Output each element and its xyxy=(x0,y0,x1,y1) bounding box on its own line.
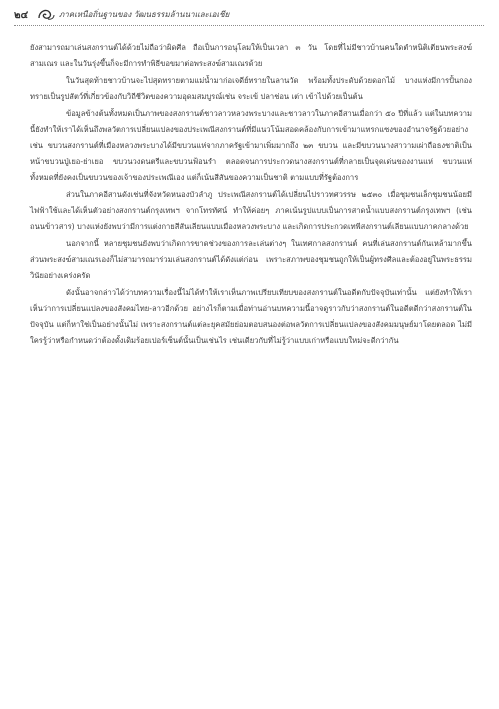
page-header xyxy=(14,4,484,26)
body-text xyxy=(30,40,472,350)
paragraph: ดังนั้นอาจกล่าวได้ว่าบทความเรื่องนี้ไม่ได้ทำให้เราเห็นภาพเปรียบเทียบของสงกรานต์ในอดีตกับปัจจุบันเท่านั้น แต่ยังทำให้เราเห็นว่าการเปลี่ยนแปลงของสังคมไทย-ลาวอีกด้วย อย่างไรก็ตามเมื่อท่านอ่านบทความนี้อาจดูราวกับว่าสงกรานต์ในอดีตดีกว่าสงกรานต์ในปัจจุบัน แต่ก็หาใช่เป็นอย่างนั้นไม่ เพราะสงกรานต์แต่ละยุคสมัยย่อมตอบสนองต่อพลวัตการเปลี่ยนแปลงของสังคมมนุษย์มาโดยตลอด ไม่มีใครรู้ว่าหรือกำหนดว่าต้องดั้งเดิมร้อยเปอร์เซ็นต์นั้นเป็นเช่นไร เช่นเดียวกับที่ไม่รู้ว่าแบบเก่าหรือแบบใหม่จะดีกว่ากัน xyxy=(30,288,472,345)
page-number: ๒๔ xyxy=(14,10,29,21)
paragraph: นอกจากนี้ หลายชุมชนยังพบว่าเกิดการขาดช่วงของการละเล่นต่างๆ ในเทศกาลสงกรานต์ คนที่เล่นสงกรานต์กันเหล้ามากขึ้น ส่วนพระสงฆ์สามเณรเองก็ไม่สามารถมาร่วมเล่นสงกรานต์ได้ดังแต่ก่อน เพราะสภาพของชุมชนถูกให้เป็นผู้ทรงศีลและต้องอยู่ในพระธรรมวินัยอย่างเคร่งครัด xyxy=(30,239,472,280)
paragraph: ยังสามารถมาเล่นสงกรานต์ได้ด้วยไม่ถือว่าผิดศีล ถือเป็นการอนุโลมให้เป็นเวลา ๓ วัน โดยที่ไม่มีชาวบ้านคนใดตำหนิติเตียนพระสงฆ์สามเณร และในวันรุ่งขึ้นก็จะมีการทำพิธีขอขมาต่อพระสงฆ์สามเณรด้วย xyxy=(30,43,472,68)
header-rule xyxy=(14,25,484,26)
paragraph: ข้อมูลข้างต้นทั้งหมดเป็นภาพของสงกรานต์ชาวลาวหลวงพระบางและชาวลาวในภาคอีสานเมื่อกว่า ๕๐ ปีที่แล้ว แต่ในบทความนี้ยังทำให้เราได้เห็นถึงพลวัตการเปลี่ยนแปลงของประเพณีสงกรานต์ที่มีแนวโน้มสอดคล้องกับการเข้ามาแทรกแซงของอำนาจรัฐด้วยอย่างเช่น ขบวนสงกรานต์ที่เมืองหลวงพระบางได้มีขบวนแห่จากภาครัฐเข้ามาเพิ่มมากถึง ๒๓ ขบวน และมีขบวนนางสาวามเผ่าถือธงชาติเป็นหน้าขบวนปู่เยอ-ย่าเยอ ขบวนวงดนตรีและขบวนฟ้อนรำ ตลอดจนการประกวดนางสงกรานต์ที่กลายเป็นจุดเด่นของงานแห่ ขบวนแห่ทั้งหมดที่ยังคงเป็นขบวนของเจ้าของประเพณีเอง แต่ก็เน้นสีสันของความเป็นชาติ ตามแบบที่รัฐต้องการ xyxy=(30,109,472,182)
running-head: ภาคเหนือถิ่นฐานของ วัฒนธรรมล้านนาและเอเชีย xyxy=(59,10,230,19)
paragraph: ส่วนในภาคอีสานดังเช่นที่จังหวัดหนองบัวลำภู ประเพณีสงกรานต์ได้เปลี่ยนไปราวทศวรรษ ๒๕๓๐ เมื่อชุมชนเล็กชุมชนน้อยมีไฟฟ้าใช้และได้เห็นตัวอย่างสงกรานต์กรุงเทพฯ จากโทรทัศน์ ทำให้ค่อยๆ ภาคเน้นรูปแบบเป็นการสาดน้ำแบบสงกรานต์กรุงเทพฯ (เช่นถนนข้าวสาร) บางแห่งยังพบว่ามีการแต่งกายสีสันเลียนแบบเมืองหลวงพระบาง และเกิดการประกวดเทพีสงกรานต์เลียนแบบภาคกลางด้วย xyxy=(30,190,472,231)
paragraph: ในวันสุดท้ายชาวบ้านจะไปสุดทรายตามแม่น้ำมาก่อเจดีย์ทรายในลานวัด พร้อมทั้งประดับด้วยดอกไม้ บางแห่งมีการปั้นกองทรายเป็นรูปสัตว์ที่เกี่ยวข้องกับวิถีชีวิตของความอุดมสมบูรณ์เช่น จระเข้ ปลาช่อน เต่า เข้าไปด้วยเป็นต้น xyxy=(30,76,472,101)
